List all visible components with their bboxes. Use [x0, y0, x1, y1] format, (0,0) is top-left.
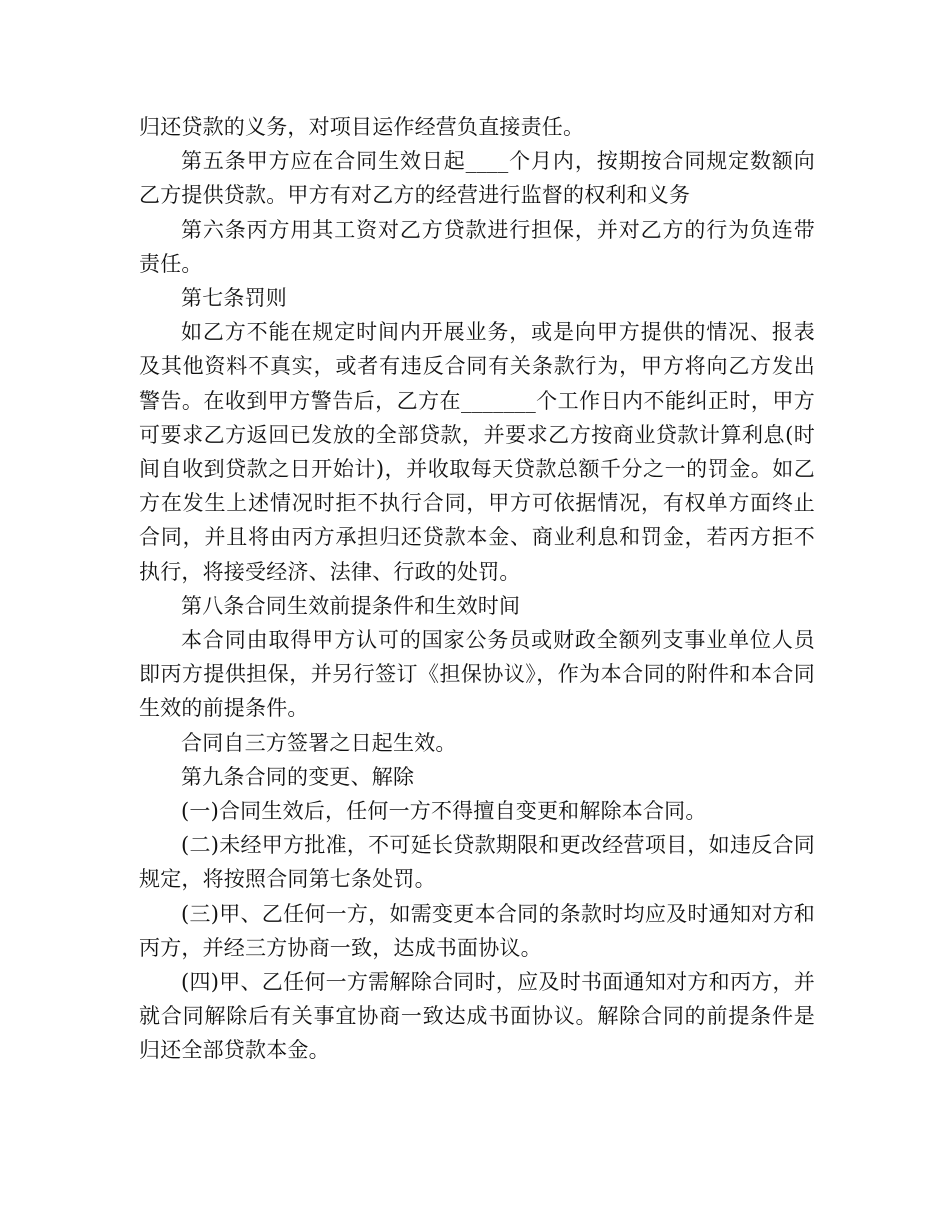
paragraph-penalty: 如乙方不能在规定时间内开展业务，或是向甲方提供的情况、报表及其他资料不真实，或者有违反合同有关条款行为，甲方将向乙方发出警告。在收到甲方警告后，乙方在_______个工作日内不能纠正时，甲方可要求乙方返回已发放的全部贷款，并要求乙方按商业贷款计算利息(时间自收到贷款之日开始计)，并收取每天贷款总额千分之一的罚金。如乙方在发生上述情况时拒不执行合同，甲方可依据情况，有权单方面终止合同，并且将由丙方承担归还贷款本金、商业利息和罚金，若丙方拒不执行，将接受经济、法律、行政的处罚。 [139, 320, 815, 584]
clause-1: (一)合同生效后，任何一方不得擅自变更和解除本合同。 [181, 799, 707, 824]
clause-4: (四)甲、乙任何一方需解除合同时，应及时书面通知对方和丙方，并就合同解除后有关事宜协商一致达成书面协议。解除合同的前提条件是归还全部贷款本金。 [139, 970, 815, 1063]
paragraph-article-6: 第六条丙方用其工资对乙方贷款进行担保，并对乙方的行为负连带责任。 [139, 217, 815, 276]
clause-3: (三)甲、乙任何一方，如需变更本合同的条款时均应及时通知对方和丙方，并经三方协商一致，达成书面协议。 [139, 901, 815, 960]
paragraph-effective: 合同自三方签署之日起生效。 [181, 730, 457, 755]
paragraph-guarantee: 本合同由取得甲方认可的国家公务员或财政全额列支事业单位人员即丙方提供担保，并另行签订《担保协议》，作为本合同的附件和本合同生效的前提条件。 [139, 628, 815, 721]
heading-article-7: 第七条罚则 [181, 286, 287, 311]
heading-article-9: 第九条合同的变更、解除 [181, 764, 415, 789]
paragraph-article-5: 第五条甲方应在合同生效日起____个月内，按期按合同规定数额向乙方提供贷款。甲方有对乙方的经营进行监督的权利和义务 [139, 149, 815, 208]
paragraph-continuation: 归还贷款的义务，对项目运作经营负直接责任。 [139, 115, 585, 139]
clause-2: (二)未经甲方批准，不可延长贷款期限和更改经营项目，如违反合同规定，将按照合同第七条处罚。 [139, 833, 815, 892]
document-page [139, 110, 815, 1068]
heading-article-8: 第八条合同生效前提条件和生效时间 [181, 593, 521, 618]
